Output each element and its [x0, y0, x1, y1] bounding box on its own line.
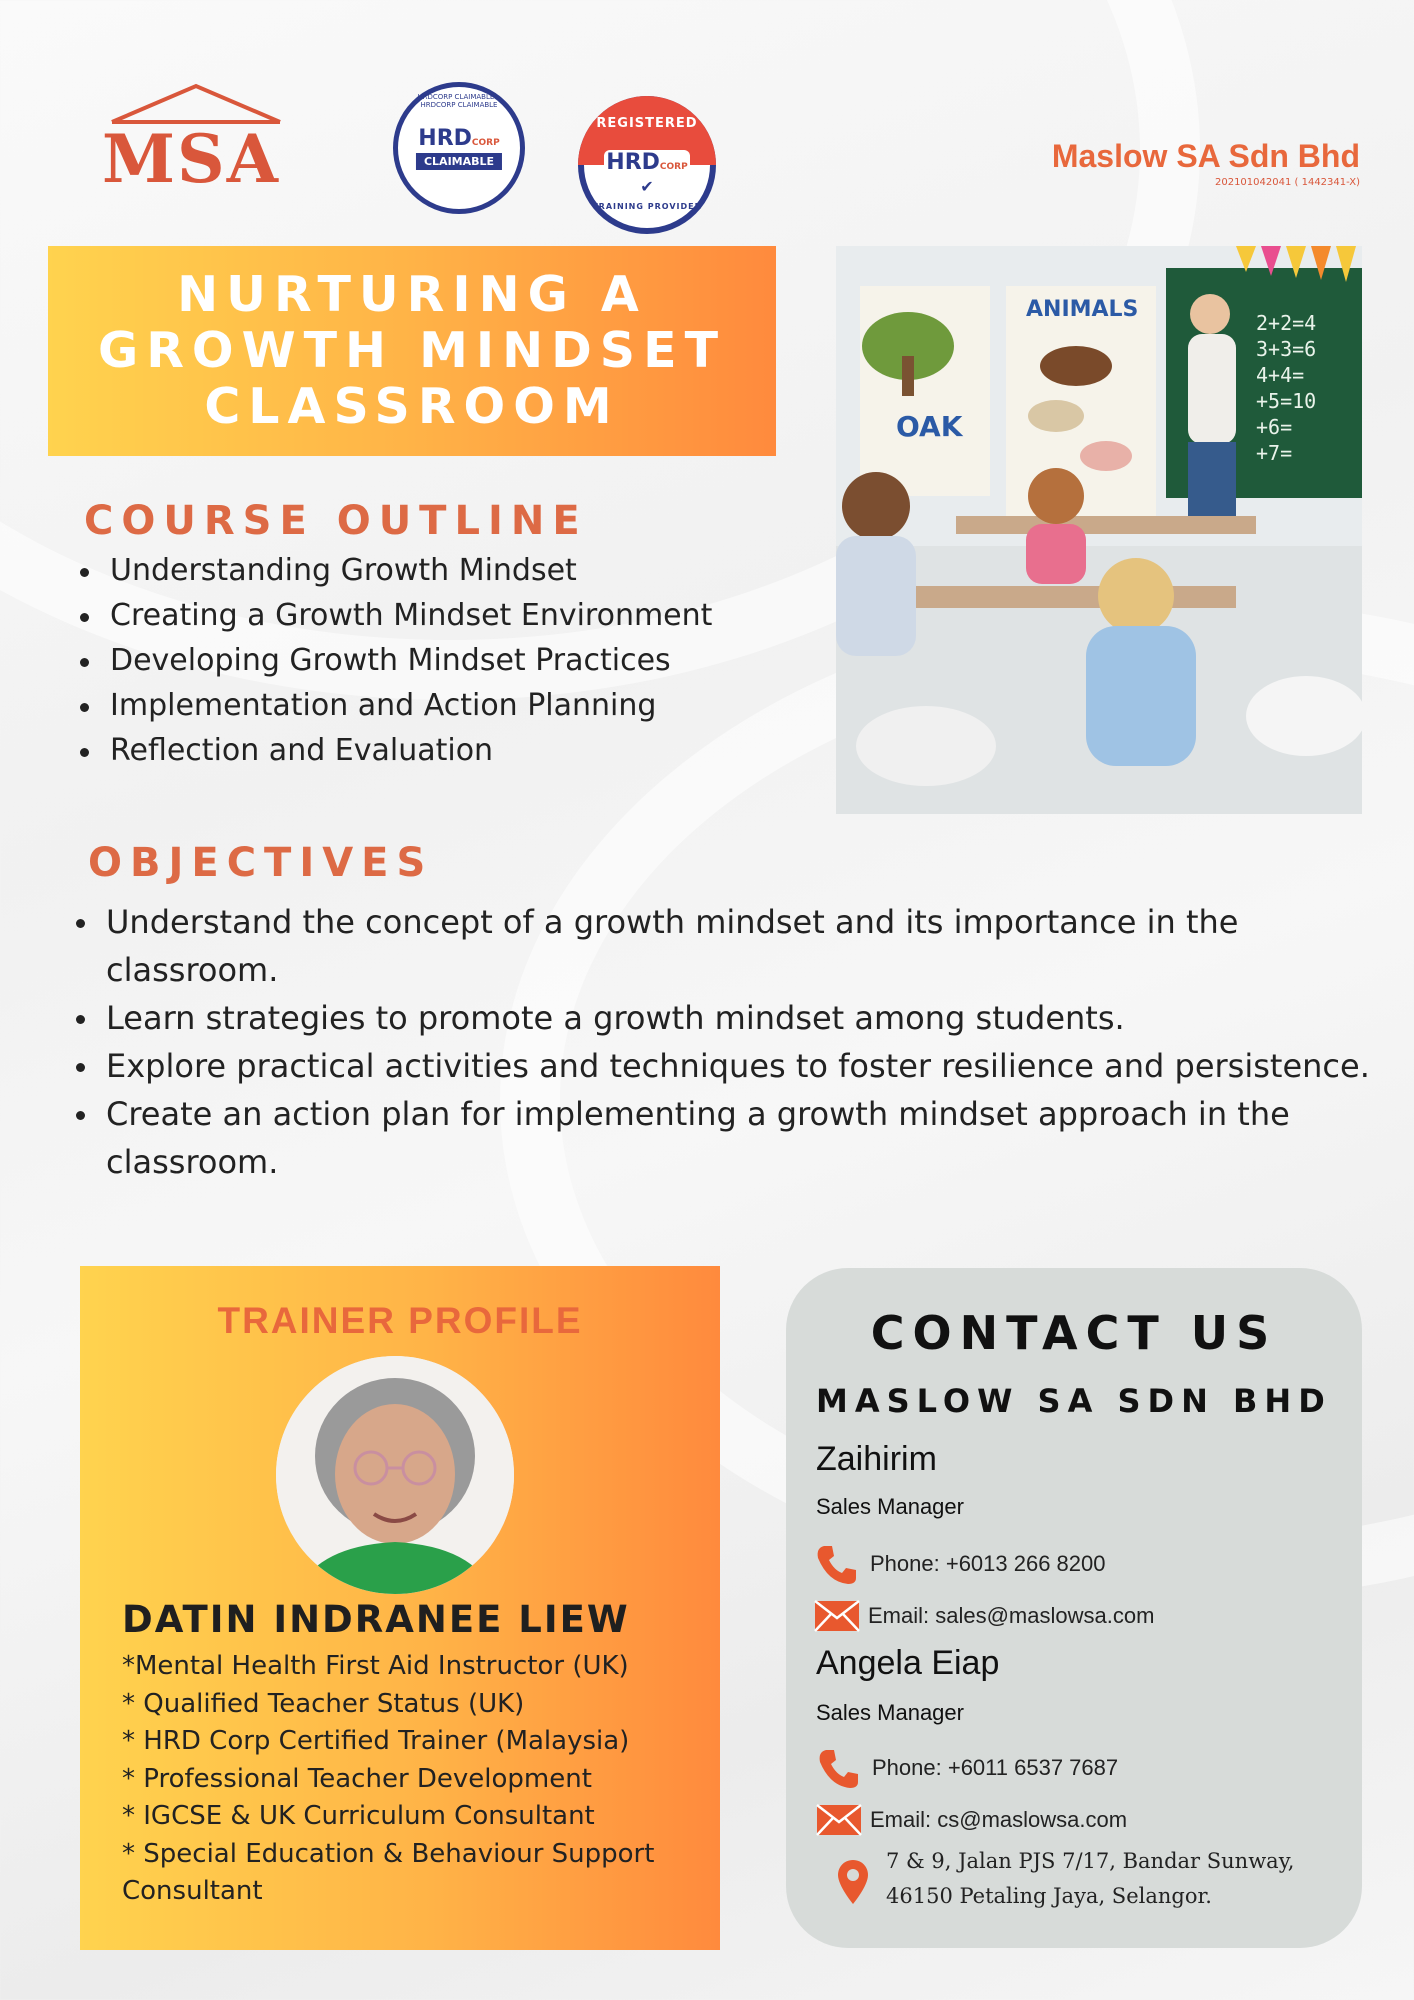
list-item: Learn strategies to promote a growth mindset among students. [72, 994, 1372, 1042]
poster-animals-label: ANIMALS [1026, 297, 1139, 322]
list-item: * Qualified Teacher Status (UK) [122, 1688, 525, 1719]
hrdcorp-registered-badge [578, 96, 716, 234]
contact-email-row[interactable] [814, 1600, 1154, 1632]
list-item: Explore practical activities and techniques to foster resilience and persistence. [72, 1042, 1372, 1090]
contact-role: Sales Manager [816, 1494, 964, 1519]
badge-brand: HRD [606, 150, 660, 175]
trainer-qualifications [122, 1648, 702, 1911]
list-item: Reflection and Evaluation [80, 728, 820, 773]
objectives-list [72, 898, 1372, 1186]
list-item: * Special Education & Behaviour Support [122, 1838, 655, 1869]
trainer-name: DATIN INDRANEE LIEW [122, 1598, 630, 1641]
chalk-line: 3+3=6 [1256, 337, 1317, 361]
trainer-avatar [276, 1356, 514, 1594]
list-item: Creating a Growth Mindset Environment [80, 593, 820, 638]
course-outline-title: COURSE OUTLINE [84, 498, 588, 544]
objectives-title: OBJECTIVES [88, 840, 434, 886]
badge-brand-suffix: CORP [659, 162, 688, 172]
list-item: Understanding Growth Mindset [80, 548, 820, 593]
contact-address [886, 1844, 1294, 1914]
address-line: 46150 Petaling Jaya, Selangor. [886, 1884, 1212, 1908]
contact-name: Zaihirim [816, 1440, 937, 1478]
list-item: Create an action plan for implementing a growth mindset approach in the classroom. [72, 1090, 1372, 1186]
contact-company: MASLOW SA SDN BHD [816, 1382, 1332, 1420]
list-item: * IGCSE & UK Curriculum Consultant [122, 1801, 595, 1831]
envelope-icon [816, 1804, 862, 1836]
checkmark-icon: ✔ [640, 177, 654, 196]
contact-phone: Phone: +6013 266 8200 [870, 1551, 1106, 1576]
list-item: Understand the concept of a growth mindset and its importance in the classroom. [72, 898, 1372, 994]
contact-name: Angela Eiap [816, 1644, 1000, 1682]
badge-bottom-text: TRAINING PROVIDER [592, 202, 702, 211]
page-title: NURTURING A GROWTH MINDSET CLASSROOM [97, 266, 726, 435]
contact-phone-row[interactable] [816, 1746, 1118, 1790]
contact-email: Email: cs@maslowsa.com [870, 1807, 1128, 1832]
badge-brand-suffix: CORP [471, 138, 500, 148]
contact-email: Email: sales@maslowsa.com [868, 1603, 1155, 1628]
msa-logo [100, 82, 290, 202]
logo-text: MSA [102, 120, 280, 198]
phone-icon [814, 1542, 858, 1586]
trainer-heading: TRAINER PROFILE [217, 1300, 583, 1341]
poster-oak-label: OAK [896, 410, 963, 443]
badge-ring-text: HRDCORP CLAIMABLE • HRDCORP CLAIMABLE [417, 93, 501, 109]
trainer-profile-card [80, 1266, 720, 1950]
chalk-line: +6= [1256, 415, 1293, 439]
address-line: 7 & 9, Jalan PJS 7/17, Bandar Sunway, [886, 1849, 1295, 1873]
course-outline-list [80, 548, 820, 773]
contact-phone: Phone: +6011 6537 7687 [872, 1755, 1119, 1780]
list-item: Consultant [122, 1876, 263, 1906]
phone-icon [816, 1746, 860, 1790]
envelope-icon [814, 1600, 860, 1632]
classroom-photo [836, 246, 1362, 814]
chalk-line: +7= [1256, 441, 1293, 465]
badge-label: CLAIMABLE [416, 153, 502, 170]
company-registration: 202101042041 ( 1442341-X) [1214, 177, 1360, 188]
list-item: Developing Growth Mindset Practices [80, 638, 820, 683]
list-item: Implementation and Action Planning [80, 683, 820, 728]
hrdcorp-claimable-badge [393, 82, 525, 214]
chalk-line: +5=10 [1256, 389, 1317, 413]
company-block [1052, 138, 1360, 188]
location-pin-icon [836, 1858, 870, 1906]
contact-heading: CONTACT US [870, 1306, 1278, 1360]
contact-role: Sales Manager [816, 1700, 964, 1725]
contact-email-row[interactable] [816, 1804, 1127, 1836]
list-item: * Professional Teacher Development [122, 1763, 592, 1794]
list-item: *Mental Health First Aid Instructor (UK) [122, 1651, 629, 1681]
badge-brand: HRD [418, 126, 472, 151]
title-banner [48, 246, 776, 456]
chalk-line: 4+4= [1256, 363, 1305, 387]
company-name: Maslow SA Sdn Bhd [1051, 138, 1360, 174]
contact-card [786, 1268, 1362, 1948]
list-item: * HRD Corp Certified Trainer (Malaysia) [122, 1726, 630, 1756]
contact-phone-row[interactable] [814, 1542, 1106, 1586]
badge-top-text: REGISTERED [596, 116, 698, 131]
chalk-line: 2+2=4 [1256, 311, 1317, 335]
